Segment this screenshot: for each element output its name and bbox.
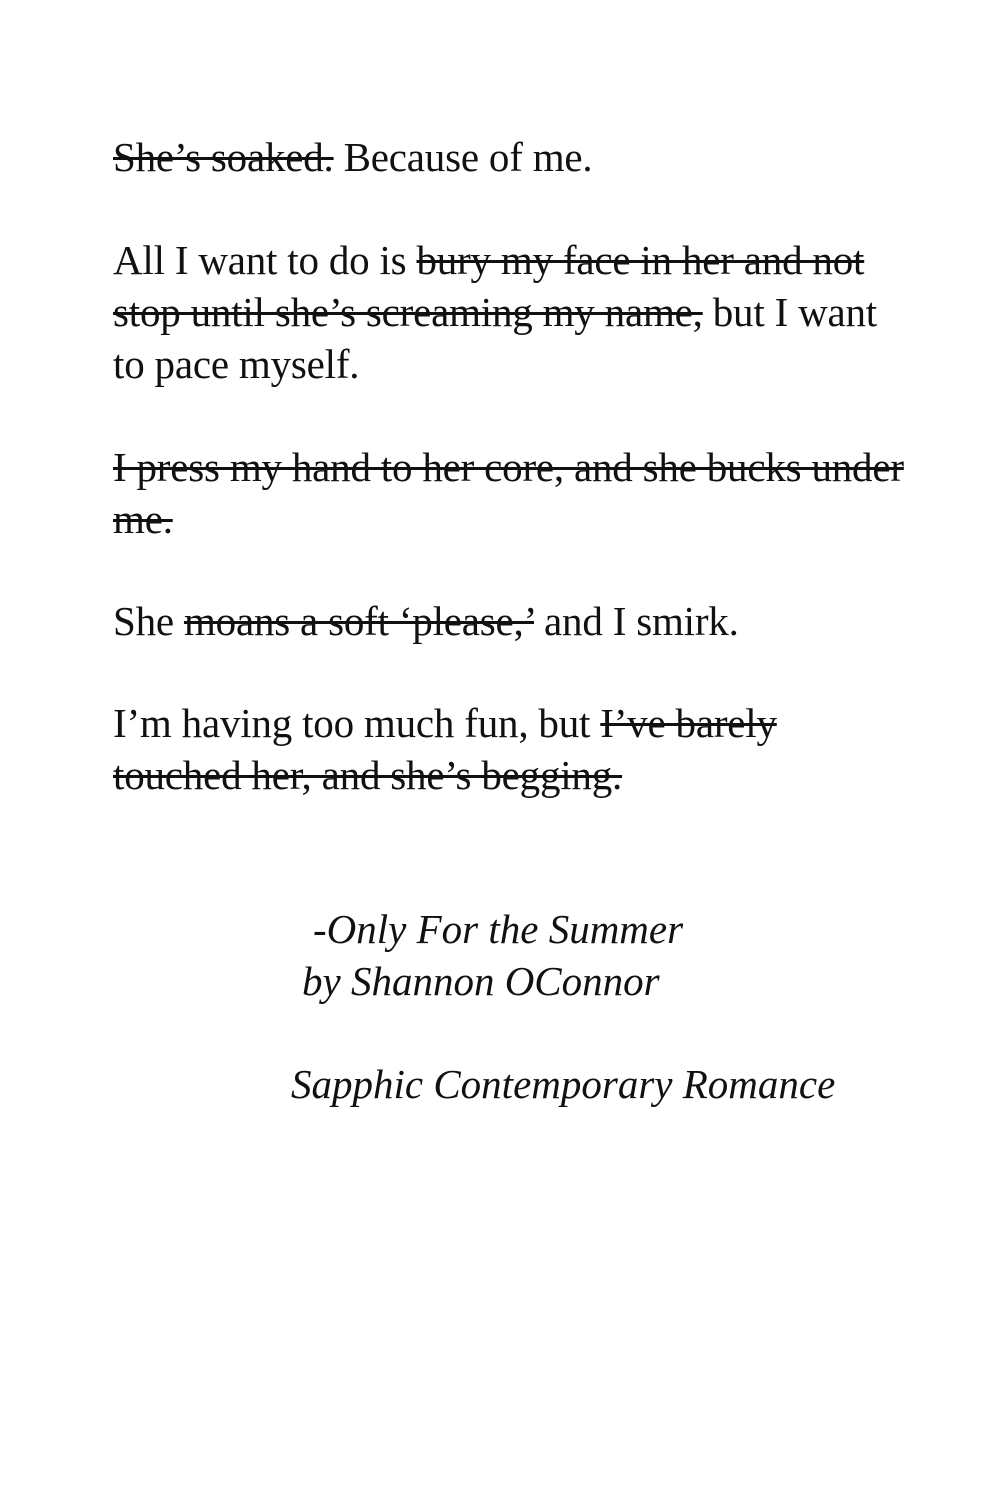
plain-text: but I want to pace myself. — [113, 289, 877, 387]
paragraph-3 — [113, 441, 913, 545]
paragraph-4 — [113, 595, 913, 647]
paragraph-1 — [113, 131, 913, 183]
paragraph-5 — [113, 697, 913, 801]
plain-text: and I smirk. — [534, 598, 739, 644]
struck-text: She’s soaked. — [113, 134, 334, 180]
plain-text: All I want to do is — [113, 237, 417, 283]
book-title: -Only For the Summer — [313, 906, 684, 952]
struck-text: bury my face in her and not stop until she’s screaming my name, — [113, 237, 865, 335]
plain-text: She — [113, 598, 184, 644]
paragraph-2 — [113, 234, 913, 390]
struck-text: moans a soft ‘please,’ — [183, 598, 534, 644]
struck-text: I press my hand to her core, and she bucks under me. — [113, 444, 904, 542]
plain-text: Because of me. — [333, 134, 593, 180]
book-author: by Shannon OConnor — [302, 958, 660, 1004]
struck-text: I’ve barely touched her, and she’s begging. — [113, 700, 777, 798]
plain-text: I’m having too much fun, but — [113, 700, 601, 746]
book-genre: Sapphic Contemporary Romance — [291, 1061, 836, 1107]
